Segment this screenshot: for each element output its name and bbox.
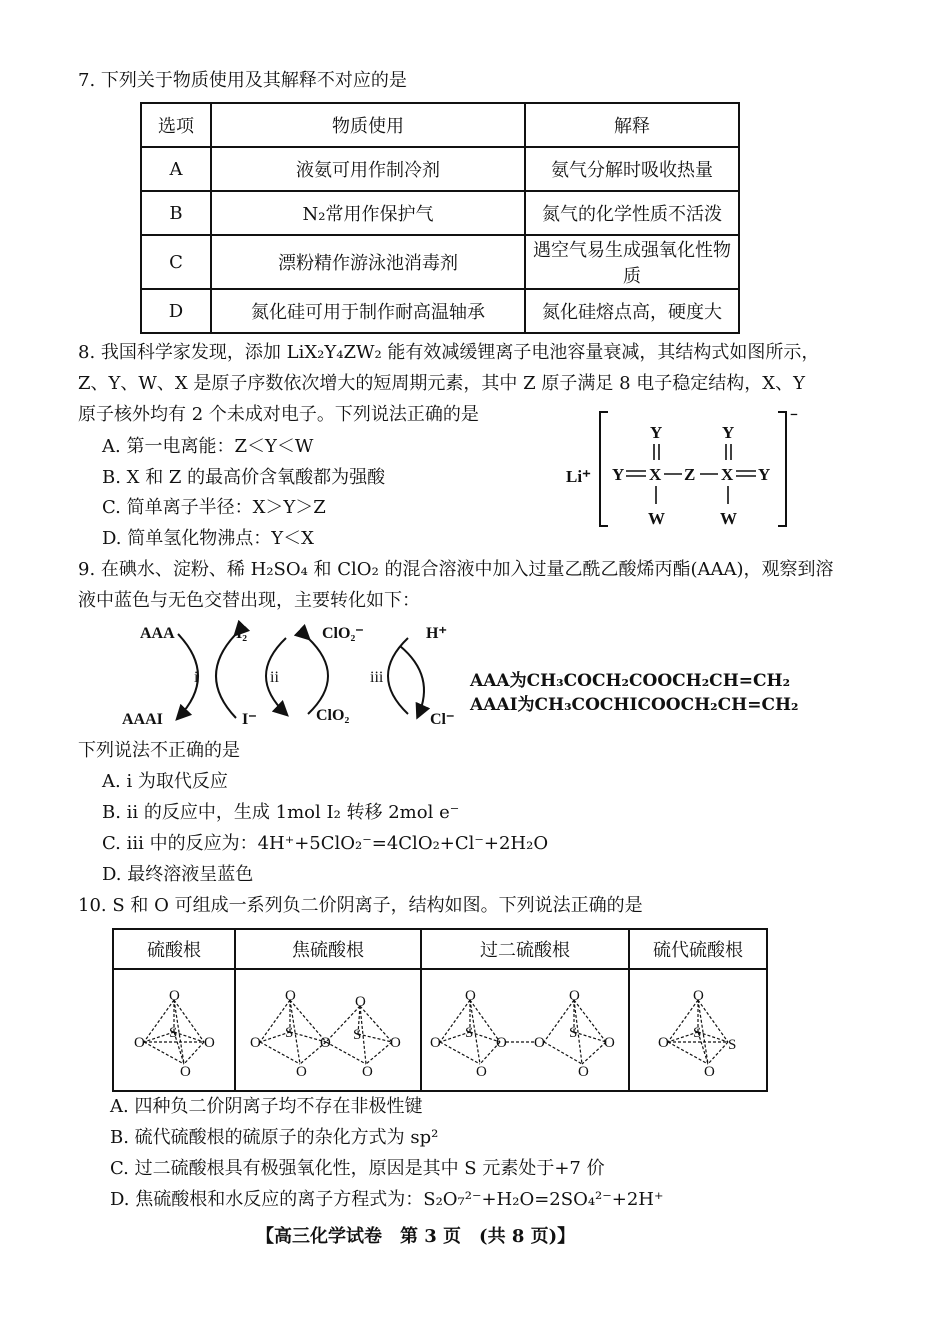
atom-s: S — [465, 1025, 474, 1041]
atom-o: O — [362, 1064, 373, 1080]
atom-s-terminal: S — [728, 1037, 737, 1053]
q8-option-a: A. 第一电离能：Z＜Y＜W — [102, 436, 314, 457]
label-clo2: ClO₂ — [316, 707, 350, 724]
atom-s: S — [353, 1027, 362, 1043]
q7-table — [140, 102, 740, 334]
table-row — [141, 191, 739, 235]
q8-line2: Z、Y、W、X 是原子序数依次增大的短周期元素，其中 Z 原子满足 8 电子稳定结构，X、Y — [78, 373, 805, 394]
q10-option-c: C. 过二硫酸根具有极强氧化性，原因是其中 S 元素处于+7 价 — [110, 1158, 605, 1179]
q10-option-d: D. 焦硫酸根和水反应的离子方程式为：S₂O₇²⁻+H₂O=2SO₄²⁻+2H⁺ — [110, 1189, 664, 1210]
atom-o: O — [180, 1064, 191, 1080]
q8-structure-diagram — [560, 408, 810, 532]
q7-cell-explain: 氮气的化学性质不活泼 — [525, 191, 739, 235]
q9-line1: 9. 在碘水、淀粉、稀 H₂SO₄ 和 ClO₂ 的混合溶液中加入过量乙酰乙酸烯丙酯(AAA)，观察到溶 — [78, 559, 834, 580]
q10-stem: 10. S 和 O 可组成一系列负二价阴离子，结构如图。下列说法正确的是 — [78, 895, 643, 916]
structure-x-left: X — [649, 465, 662, 484]
structure-y-right: Y — [758, 465, 771, 484]
q9-def-aaa: AAA为CH₃COCH₂COOCH₂CH=CH₂ — [470, 671, 791, 691]
q9-option-b: B. ii 的反应中，生成 1mol I₂ 转移 2mol e⁻ — [102, 802, 460, 823]
label-r1: i — [194, 669, 199, 686]
structure-w-left: W — [648, 509, 665, 528]
right-bracket — [778, 412, 786, 526]
atom-o: O — [693, 988, 704, 1004]
structure-y-top-left: Y — [650, 423, 663, 442]
pyrosulfate-structure — [240, 980, 416, 1080]
q8-line1: 8. 我国科学家发现，添加 LiX₂Y₄ZW₂ 能有效减缓锂离子电池容量衰减，其结构式如图所示， — [78, 342, 820, 363]
atom-o-bridge: O — [320, 1035, 331, 1051]
q8-option-c: C. 简单离子半径：X＞Y＞Z — [102, 497, 326, 518]
q10-header-sulfate: 硫酸根 — [113, 929, 235, 969]
q10-cell-sulfate — [113, 969, 235, 1091]
atom-o: O — [285, 988, 296, 1004]
atom-o: O — [704, 1064, 715, 1080]
arc-iii-right — [400, 646, 424, 716]
label-iminus: I⁻ — [242, 711, 257, 728]
atom-o-peroxide: O — [534, 1035, 545, 1051]
q9-prompt: 下列说法不正确的是 — [78, 740, 240, 761]
structure-z: Z — [684, 465, 696, 484]
q7-cell-option: B — [141, 191, 211, 235]
q10-option-a: A. 四种负二价阴离子均不存在非极性键 — [110, 1096, 423, 1117]
q9-option-a: A. i 为取代反应 — [102, 771, 228, 792]
page-footer: 【高三化学试卷 第 3 页 (共 8 页)】 — [256, 1226, 576, 1247]
atom-o: O — [476, 1064, 487, 1080]
q9-line2: 液中蓝色与无色交替出现，主要转化如下： — [78, 590, 420, 611]
label-r3: iii — [370, 669, 384, 686]
structure-w-right: W — [720, 509, 737, 528]
atom-o: O — [465, 988, 476, 1004]
label-aaa: AAA — [140, 625, 175, 642]
atom-o: O — [390, 1035, 401, 1051]
atom-s: S — [285, 1025, 294, 1041]
q10-cell-pyrosulfate — [235, 969, 421, 1091]
atom-o: O — [604, 1035, 615, 1051]
q10-cell-thiosulfate — [629, 969, 767, 1091]
q7-header-option: 选项 — [141, 103, 211, 147]
left-bracket — [600, 412, 608, 526]
arc-i-right — [216, 634, 236, 718]
label-clminus: Cl⁻ — [430, 711, 455, 728]
atom-o: O — [250, 1035, 261, 1051]
label-hplus: H⁺ — [426, 625, 447, 642]
atom-o: O — [134, 1035, 145, 1051]
q10-cell-persulfate — [421, 969, 629, 1091]
label-aaai: AAAI — [122, 711, 163, 728]
q10-header-thiosulfate: 硫代硫酸根 — [629, 929, 767, 969]
q7-cell-use: 氮化硅可用于制作耐高温轴承 — [211, 289, 525, 333]
atom-o: O — [658, 1035, 669, 1051]
sulfate-structure — [124, 980, 224, 1080]
q7-cell-use: 漂粉精作游泳池消毒剂 — [211, 235, 525, 289]
q9-option-c: C. iii 中的反应为：4H⁺+5ClO₂⁻=4ClO₂+Cl⁻+2H₂O — [102, 833, 549, 854]
atom-o: O — [578, 1064, 589, 1080]
table-row — [141, 147, 739, 191]
thiosulfate-structure — [648, 980, 748, 1080]
atom-o: O — [430, 1035, 441, 1051]
atom-o-peroxide: O — [496, 1035, 507, 1051]
label-i2: I₂ — [236, 625, 248, 642]
table-row — [141, 235, 739, 289]
atom-o: O — [204, 1035, 215, 1051]
arc-ii-right — [308, 638, 328, 714]
q7-cell-option: D — [141, 289, 211, 333]
structure-charge: ⁻ — [790, 410, 798, 426]
atom-o: O — [569, 988, 580, 1004]
q10-header-pyrosulfate: 焦硫酸根 — [235, 929, 421, 969]
atom-s: S — [569, 1025, 578, 1041]
q10-table — [112, 928, 768, 1092]
q7-cell-option: A — [141, 147, 211, 191]
label-clo2minus: ClO₂⁻ — [322, 625, 364, 642]
q7-cell-explain: 氮化硅熔点高，硬度大 — [525, 289, 739, 333]
structure-y-left: Y — [612, 465, 625, 484]
structure-x-right: X — [721, 465, 734, 484]
q7-cell-explain: 氨气分解时吸收热量 — [525, 147, 739, 191]
q9-def-aaai: AAAI为CH₃COCHICOOCH₂CH=CH₂ — [470, 695, 799, 715]
q9-option-d: D. 最终溶液呈蓝色 — [102, 864, 254, 885]
atom-s: S — [169, 1025, 178, 1041]
q10-header-persulfate: 过二硫酸根 — [421, 929, 629, 969]
structure-y-top-right: Y — [722, 423, 735, 442]
q7-cell-option: C — [141, 235, 211, 289]
table-row — [141, 289, 739, 333]
atom-s: S — [693, 1025, 702, 1041]
q7-stem: 7. 下列关于物质使用及其解释不对应的是 — [78, 70, 407, 91]
q9-cycle-diagram — [118, 616, 468, 736]
q8-option-b: B. X 和 Z 的最高价含氧酸都为强酸 — [102, 467, 386, 488]
persulfate-structure — [426, 980, 624, 1080]
atom-o: O — [296, 1064, 307, 1080]
q8-option-d: D. 简单氢化物沸点：Y＜X — [102, 528, 314, 549]
q8-line3: 原子核外均有 2 个未成对电子。下列说法正确的是 — [78, 404, 479, 425]
q7-cell-explain: 遇空气易生成强氧化性物质 — [525, 235, 739, 289]
label-r2: ii — [270, 669, 279, 686]
atom-o: O — [355, 994, 366, 1010]
q10-option-b: B. 硫代硫酸根的硫原子的杂化方式为 sp² — [110, 1127, 439, 1148]
q7-header-explain: 解释 — [525, 103, 739, 147]
structure-li: Li⁺ — [566, 467, 592, 486]
q7-cell-use: 液氨可用作制冷剂 — [211, 147, 525, 191]
q7-header-use: 物质使用 — [211, 103, 525, 147]
atom-o: O — [169, 988, 180, 1004]
q7-cell-use: N₂常用作保护气 — [211, 191, 525, 235]
